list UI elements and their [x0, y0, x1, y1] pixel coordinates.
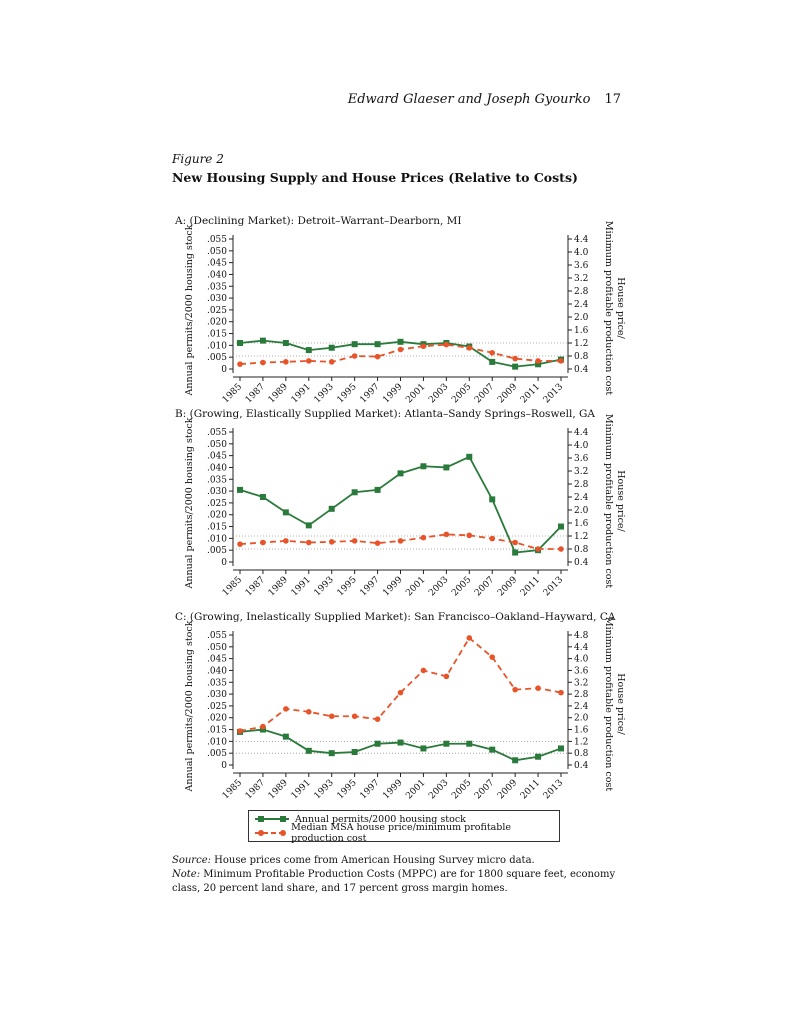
- y-tick-label-left: .020: [206, 713, 227, 724]
- y-tick-label-left: .025: [206, 498, 227, 509]
- note-label: Note:: [172, 869, 201, 880]
- data-point-price: [466, 533, 472, 539]
- x-tick-label: 1999: [381, 778, 405, 802]
- data-point-price: [398, 538, 404, 544]
- x-tick-label: 2001: [404, 575, 428, 599]
- x-tick-label: 1995: [335, 575, 359, 599]
- x-tick-label: 2009: [495, 382, 520, 406]
- x-tick-label: 1985: [220, 382, 245, 406]
- x-tick-label: 1997: [358, 382, 382, 406]
- y-tick-label-right: 2.8: [574, 480, 589, 490]
- data-point-price: [398, 347, 404, 353]
- data-point-price: [398, 690, 404, 696]
- y-tick-label-right: 0.4: [574, 365, 589, 375]
- x-tick-label: 1995: [335, 778, 359, 802]
- data-point-permits: [260, 338, 266, 344]
- data-point-permits: [512, 364, 518, 370]
- x-tick-label: 2011: [518, 778, 543, 802]
- y-tick-label-left: .045: [206, 654, 227, 665]
- x-tick-label: 1995: [335, 382, 359, 406]
- y-tick-label-right: 2.0: [574, 506, 589, 516]
- data-point-price: [444, 674, 450, 680]
- y-tick-label-right: 2.8: [574, 690, 589, 701]
- data-point-price: [306, 709, 312, 715]
- y-axis-title-left: Annual permits/2000 housing stock: [184, 224, 195, 396]
- y-tick-label-left: .020: [206, 510, 227, 521]
- x-tick-label: 2013: [541, 382, 566, 406]
- data-point-permits: [512, 550, 518, 556]
- data-point-price: [260, 724, 266, 730]
- data-point-price: [352, 713, 358, 719]
- y-tick-label-right: 2.8: [574, 287, 589, 297]
- data-point-price: [260, 540, 266, 546]
- data-point-permits: [558, 524, 564, 530]
- y-tick-label-right: 0.8: [574, 545, 589, 555]
- data-point-price: [352, 353, 358, 359]
- y-tick-label-right: 0.8: [574, 749, 589, 760]
- legend-price-swatch: [253, 828, 287, 838]
- running-head-authors: Edward Glaeser and Joseph Gyourko: [347, 92, 591, 107]
- y-tick-label-left: .035: [206, 678, 227, 689]
- y-tick-label-right: 1.6: [574, 326, 589, 336]
- x-tick-label: 1993: [312, 778, 336, 802]
- x-tick-label: 2007: [473, 778, 497, 802]
- y-tick-label-right: 2.0: [574, 313, 589, 323]
- data-point-price: [512, 687, 518, 693]
- data-point-permits: [352, 749, 358, 755]
- page-number: 17: [604, 92, 621, 107]
- x-tick-label: 1989: [266, 575, 290, 599]
- x-tick-label: 1987: [243, 382, 268, 406]
- y-axis-title-left: Annual permits/2000 housing stock: [184, 417, 195, 589]
- x-tick-label: 1989: [266, 778, 290, 802]
- data-point-permits: [329, 506, 335, 512]
- data-point-price: [558, 358, 564, 364]
- y-tick-label-right: 2.4: [574, 701, 589, 712]
- x-tick-label: 1993: [312, 575, 336, 599]
- data-point-price: [421, 535, 427, 541]
- y-tick-label-right: 1.6: [574, 725, 589, 736]
- data-point-price: [237, 541, 243, 547]
- y-tick-label-left: .035: [206, 282, 227, 293]
- data-point-price: [421, 668, 427, 674]
- data-point-permits: [489, 496, 495, 502]
- x-tick-label: 2001: [404, 778, 428, 802]
- source-label: Source:: [172, 855, 211, 866]
- x-tick-label: 2005: [450, 382, 474, 406]
- y-tick-label-right: 1.2: [574, 339, 589, 349]
- y-tick-label-right: 4.4: [574, 428, 589, 438]
- data-point-permits: [398, 470, 404, 476]
- y-tick-label-left: .030: [206, 487, 227, 498]
- data-point-price: [535, 546, 541, 552]
- y-tick-label-right: 4.8: [574, 631, 589, 641]
- y-tick-label-left: .040: [206, 463, 227, 474]
- x-tick-label: 1993: [312, 382, 336, 406]
- y-tick-label-left: .020: [206, 317, 227, 328]
- y-tick-label-left: .010: [206, 341, 227, 352]
- x-tick-label: 2011: [518, 575, 543, 599]
- x-tick-label: 1985: [220, 575, 245, 599]
- x-tick-label: 1991: [289, 575, 313, 599]
- data-point-price: [237, 361, 243, 367]
- data-point-permits: [398, 740, 404, 746]
- data-point-price: [306, 540, 312, 546]
- x-tick-label: 2013: [541, 575, 566, 599]
- figure-label: Figure 2: [172, 152, 224, 166]
- y-axis-title-right: House price/Minimum profitable production cost: [603, 413, 626, 589]
- data-point-permits: [375, 741, 381, 747]
- legend-price-label: Median MSA house price/minimum profitable production cost: [291, 822, 512, 844]
- data-point-permits: [283, 340, 289, 346]
- figure-title: New Housing Supply and House Prices (Relative to Costs): [172, 170, 578, 185]
- y-tick-label-right: 2.4: [574, 300, 589, 310]
- data-point-price: [489, 654, 495, 660]
- data-point-price: [421, 343, 427, 349]
- y-tick-label-left: .045: [206, 258, 227, 269]
- x-tick-label: 2005: [450, 778, 474, 802]
- y-tick-label-right: 0.4: [574, 558, 589, 568]
- data-point-permits: [466, 741, 472, 747]
- data-point-permits: [306, 522, 312, 528]
- data-point-price: [558, 690, 564, 696]
- figure-note: [172, 868, 642, 896]
- data-point-price: [535, 685, 541, 691]
- legend-permits-label: Annual permits/2000 housing stock: [295, 813, 466, 825]
- data-point-permits: [306, 748, 312, 754]
- y-tick-label-left: .015: [206, 522, 227, 533]
- y-tick-label-right: 1.2: [574, 737, 589, 748]
- data-point-price: [375, 354, 381, 360]
- legend: [248, 810, 560, 842]
- y-tick-label-left: .040: [206, 270, 227, 281]
- source-text: House prices come from American Housing Survey micro data.: [210, 855, 535, 866]
- y-tick-label-left: .055: [206, 428, 227, 438]
- y-tick-label-right: 0.8: [574, 352, 589, 362]
- data-point-price: [329, 539, 335, 545]
- data-point-price: [558, 546, 564, 552]
- data-point-price: [329, 713, 335, 719]
- x-tick-label: 2011: [518, 382, 543, 406]
- data-point-permits: [443, 741, 449, 747]
- y-tick-label-left: .040: [206, 666, 227, 677]
- y-tick-label-left: .005: [206, 749, 227, 760]
- data-point-permits: [375, 341, 381, 347]
- y-tick-label-left: .050: [206, 642, 227, 653]
- y-tick-label-left: .005: [206, 353, 227, 364]
- data-point-permits: [489, 359, 495, 365]
- data-point-price: [466, 345, 472, 351]
- data-point-permits: [512, 757, 518, 763]
- y-tick-label-left: .045: [206, 451, 227, 462]
- y-tick-label-right: 3.6: [574, 454, 589, 464]
- data-point-permits: [329, 750, 335, 756]
- data-point-permits: [375, 487, 381, 493]
- y-tick-label-right: 1.2: [574, 532, 589, 542]
- legend-permits-swatch: [253, 814, 291, 824]
- x-tick-label: 1991: [289, 778, 313, 802]
- y-tick-label-right: 3.2: [574, 678, 589, 689]
- y-tick-label-right: 3.6: [574, 666, 589, 677]
- data-point-permits: [535, 754, 541, 760]
- y-tick-label-right: 4.0: [574, 654, 589, 665]
- x-tick-label: 1989: [266, 382, 290, 406]
- y-tick-label-right: 2.4: [574, 493, 589, 503]
- series-line-price: [240, 638, 561, 731]
- data-point-price: [283, 538, 289, 544]
- data-point-price: [444, 342, 450, 348]
- x-tick-label: 1997: [358, 575, 382, 599]
- x-tick-label: 1999: [381, 382, 405, 406]
- data-point-price: [237, 728, 243, 734]
- data-point-price: [306, 358, 312, 364]
- y-tick-label-left: .005: [206, 546, 227, 557]
- y-tick-label-left: .015: [206, 329, 227, 340]
- data-point-price: [260, 360, 266, 366]
- data-point-permits: [237, 340, 243, 346]
- data-point-price: [489, 536, 495, 542]
- x-tick-label: 2005: [450, 575, 474, 599]
- panel-c-title: C: (Growing, Inelastically Supplied Market): San Francisco–Oakland–Hayward, CA: [175, 611, 616, 623]
- y-tick-label-right: 4.4: [574, 235, 589, 245]
- data-point-permits: [443, 464, 449, 470]
- legend-item-price: [249, 822, 559, 844]
- y-tick-label-left: .055: [206, 235, 227, 245]
- x-tick-label: 2007: [473, 575, 497, 599]
- x-tick-label: 1991: [289, 382, 313, 406]
- x-tick-label: 1987: [243, 575, 268, 599]
- data-point-permits: [489, 747, 495, 753]
- y-tick-label-right: 4.4: [574, 642, 589, 653]
- data-point-price: [535, 358, 541, 364]
- y-tick-label-right: 0.4: [574, 761, 589, 771]
- x-tick-label: 1997: [358, 778, 382, 802]
- y-tick-label-left: .035: [206, 475, 227, 486]
- y-tick-label-left: .010: [206, 534, 227, 545]
- y-tick-label-right: 1.6: [574, 519, 589, 529]
- data-point-price: [329, 359, 335, 365]
- data-point-price: [352, 538, 358, 544]
- data-point-price: [512, 540, 518, 546]
- data-point-permits: [352, 489, 358, 495]
- x-tick-label: 2007: [473, 382, 497, 406]
- data-point-permits: [237, 487, 243, 493]
- note-text: Minimum Profitable Production Costs (MPPC) are for 1800 square feet, economy class, 20 percent land share, and 17 percent gross margin homes.: [172, 869, 616, 894]
- data-point-permits: [283, 734, 289, 740]
- y-tick-label-right: 3.6: [574, 261, 589, 271]
- data-point-permits: [420, 745, 426, 751]
- data-point-permits: [420, 463, 426, 469]
- y-tick-label-left: .015: [206, 725, 227, 736]
- y-tick-label-left: .025: [206, 701, 227, 712]
- y-tick-label-left: .055: [206, 631, 227, 641]
- data-point-permits: [329, 345, 335, 351]
- data-point-price: [283, 359, 289, 365]
- x-tick-label: 2013: [541, 778, 566, 802]
- data-point-price: [375, 540, 381, 546]
- y-axis-title-right: House price/Minimum profitable production cost: [603, 616, 626, 792]
- x-tick-label: 2009: [495, 778, 520, 802]
- y-tick-label-right: 2.0: [574, 713, 589, 724]
- y-tick-label-left: .025: [206, 305, 227, 316]
- data-point-permits: [558, 745, 564, 751]
- y-axis-title-right: House price/Minimum profitable production cost: [603, 220, 626, 396]
- data-point-price: [466, 635, 472, 641]
- data-point-price: [512, 356, 518, 362]
- data-point-permits: [283, 509, 289, 515]
- y-tick-label-right: 3.2: [574, 467, 589, 477]
- data-point-permits: [306, 347, 312, 353]
- x-tick-label: 2001: [404, 382, 428, 406]
- y-tick-label-left: 0: [221, 365, 227, 375]
- x-tick-label: 2003: [427, 575, 451, 599]
- data-point-price: [283, 706, 289, 712]
- panel-b-title: B: (Growing, Elastically Supplied Market): Atlanta–Sandy Springs–Roswell, GA: [175, 408, 596, 420]
- running-head: [348, 92, 621, 107]
- y-tick-label-right: 4.0: [574, 248, 589, 258]
- data-point-permits: [466, 454, 472, 460]
- data-point-price: [489, 350, 495, 356]
- x-tick-label: 1987: [243, 778, 268, 802]
- y-tick-label-left: .030: [206, 690, 227, 701]
- panel-a-title: A: (Declining Market): Detroit–Warrant–Dearborn, MI: [175, 215, 462, 227]
- x-tick-label: 2003: [427, 382, 451, 406]
- data-point-price: [375, 716, 381, 722]
- y-tick-label-left: .010: [206, 737, 227, 748]
- x-tick-label: 2009: [495, 575, 520, 599]
- y-tick-label-left: .050: [206, 246, 227, 257]
- y-axis-title-left: Annual permits/2000 housing stock: [184, 620, 195, 792]
- data-point-permits: [398, 339, 404, 345]
- data-point-price: [444, 532, 450, 538]
- y-tick-label-left: 0: [221, 761, 227, 771]
- x-tick-label: 1999: [381, 575, 405, 599]
- y-tick-label-right: 3.2: [574, 274, 589, 284]
- x-tick-label: 1985: [220, 778, 245, 802]
- y-tick-label-left: .030: [206, 294, 227, 305]
- data-point-permits: [352, 341, 358, 347]
- y-tick-label-right: 4.0: [574, 441, 589, 451]
- y-tick-label-left: .050: [206, 439, 227, 450]
- source-note: [172, 854, 642, 868]
- x-tick-label: 2003: [427, 778, 451, 802]
- y-tick-label-left: 0: [221, 558, 227, 568]
- data-point-permits: [260, 494, 266, 500]
